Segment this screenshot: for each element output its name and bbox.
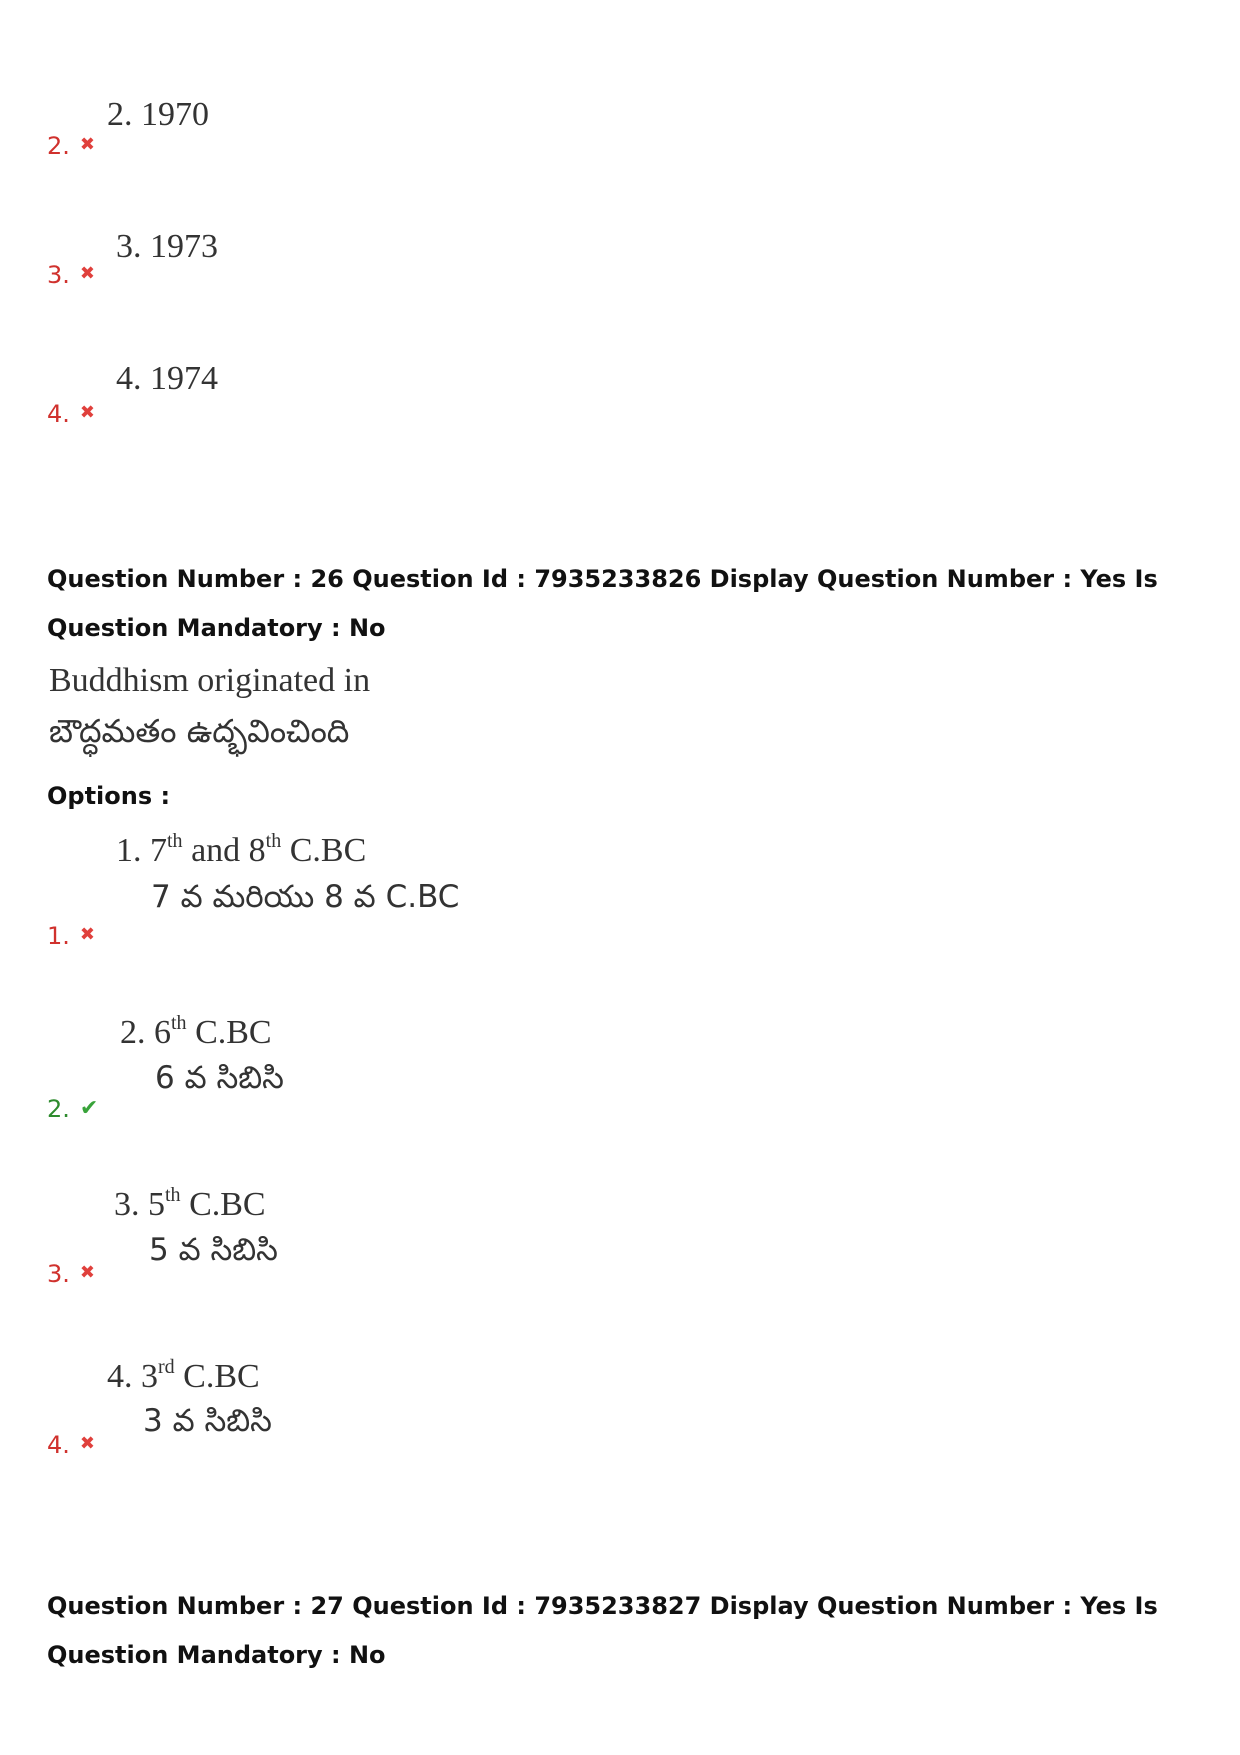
option-index-label: 3. [47,1260,70,1288]
prev-option-3-text: 3. 1973 [116,228,218,265]
cross-icon: ✖ [79,1433,95,1454]
cross-icon: ✖ [79,134,95,155]
q26-option-3-subtext: 5 వ సిబిసి [149,1232,278,1268]
ordinal-suffix: th [165,1184,181,1206]
option-text-tail: C.BC [174,1358,260,1395]
q26-option-2-text [120,1012,272,1051]
option-number: 4. 3 [107,1358,158,1395]
q26-option-3-text [114,1184,266,1223]
checkmark-icon: ✔ [79,1096,99,1121]
q26-option-1-text [116,830,367,869]
option-text-tail: C.BC [180,1186,266,1223]
q26-option-4-index [47,1433,95,1457]
q26-option-4-text [107,1356,260,1395]
options-label: Options : [47,782,171,810]
prev-option-2-text: 2. 1970 [107,96,209,133]
prev-option-4-text: 4. 1974 [116,360,218,397]
cross-icon: ✖ [79,263,95,284]
option-index-label: 1. [47,922,70,950]
prev-option-4-index [47,402,95,426]
q26-option-1-index [47,924,95,948]
ordinal-suffix: th [167,830,183,852]
option-index-label: 4. [47,400,70,428]
prev-option-2-index [47,134,95,158]
ordinal-suffix: th [171,1012,187,1034]
prev-option-3-index [47,263,95,287]
option-index-label: 3. [47,261,70,289]
option-number: 1. 7 [116,832,167,869]
option-index-label: 4. [47,1431,70,1459]
option-number: 3. 5 [114,1186,165,1223]
ordinal-suffix: rd [158,1356,175,1378]
cross-icon: ✖ [79,924,95,945]
question-26-text-te: బౌద్ధమతం ఉద్భవించింది [49,712,350,750]
option-text-tail: C.BC [281,832,367,869]
question-26-text-en: Buddhism originated in [49,662,371,699]
cross-icon: ✖ [79,402,95,423]
q26-option-3-index [47,1262,95,1286]
ordinal-suffix: th [265,830,282,852]
question-26-header: Question Number : 26 Question Id : 7935233826 Display Question Number : Yes Is Question Mandatory : No [47,565,1158,642]
cross-icon: ✖ [79,1262,95,1283]
q26-option-2-subtext: 6 వ సిబిసి [155,1060,284,1096]
option-number: 2. 6 [120,1014,171,1051]
q26-option-1-subtext: 7 వ మరియు 8 వ C.BC [151,879,460,915]
q26-option-4-subtext: 3 వ సిబిసి [143,1403,272,1439]
option-text-mid: and 8 [182,832,266,869]
q26-option-2-index [47,1097,98,1121]
option-text-tail: C.BC [186,1014,272,1051]
question-27-header: Question Number : 27 Question Id : 7935233827 Display Question Number : Yes Is Question Mandatory : No [47,1592,1158,1669]
option-index-label: 2. [47,1095,70,1123]
option-index-label: 2. [47,132,70,160]
